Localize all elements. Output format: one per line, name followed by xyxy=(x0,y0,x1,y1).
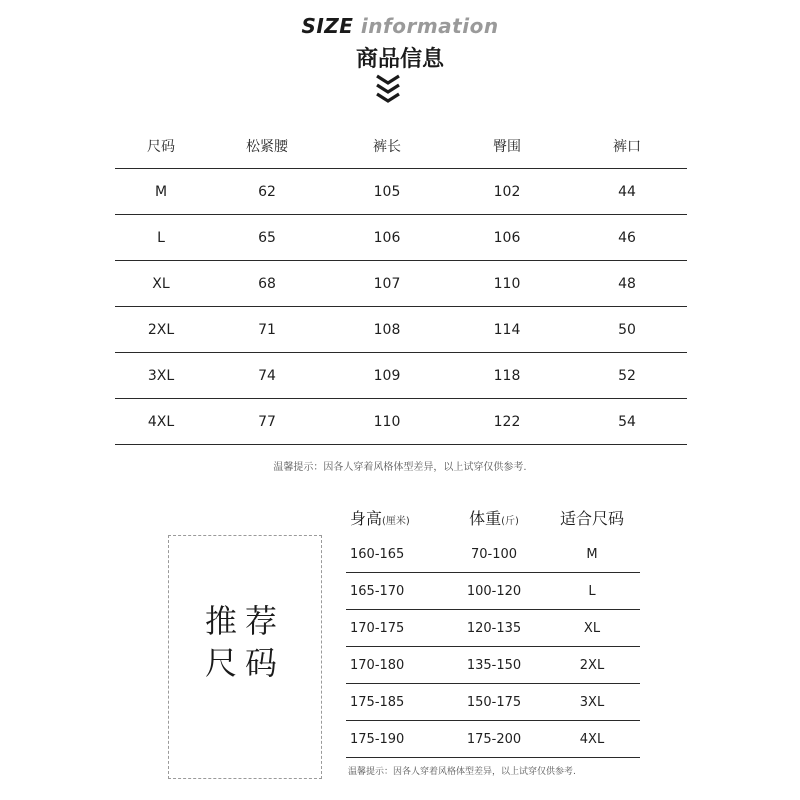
table-cell: M xyxy=(586,546,598,562)
column-header-weight: 体重(斤) xyxy=(469,508,519,528)
table-cell: 70-100 xyxy=(470,546,518,562)
table-cell: 65 xyxy=(258,229,276,246)
table-cell: 120-135 xyxy=(466,620,522,636)
table-cell: 170-180 xyxy=(350,657,405,673)
table-cell: 77 xyxy=(258,413,276,430)
size-information-title xyxy=(0,14,800,38)
table-cell: 118 xyxy=(493,367,521,384)
table-cell: 46 xyxy=(618,229,636,246)
table-cell: 44 xyxy=(618,183,636,200)
recommend-label-line2: 尺码 xyxy=(204,644,285,682)
table-cell: 100-120 xyxy=(466,583,522,599)
table-cell: 175-185 xyxy=(350,694,405,710)
table-row xyxy=(346,647,640,684)
table-cell: 110 xyxy=(493,275,521,292)
table-cell: 4XL xyxy=(579,731,605,747)
table-cell: 106 xyxy=(373,229,401,246)
table-cell: 3XL xyxy=(147,367,175,384)
product-info-title: 商品信息 xyxy=(355,47,444,72)
table-row xyxy=(115,399,687,445)
recommend-size-label xyxy=(168,600,322,684)
recommend-table-header xyxy=(346,498,640,536)
fit-note-bottom: 温馨提示：因各人穿着风格体型差异，以上试穿仅供参考. xyxy=(348,767,576,777)
table-cell: M xyxy=(154,183,168,200)
table-cell: 114 xyxy=(493,321,521,338)
table-row xyxy=(115,261,687,307)
table-cell: 102 xyxy=(493,183,521,200)
information-word: information xyxy=(360,14,499,38)
fit-note: 温馨提示：因各人穿着风格体型差异，以上试穿仅供参考. xyxy=(273,462,527,473)
table-cell: 109 xyxy=(373,367,401,384)
table-cell: 50 xyxy=(618,321,636,338)
table-row xyxy=(346,610,640,647)
table-cell: 110 xyxy=(373,413,401,430)
table-cell: 48 xyxy=(618,275,636,292)
table-cell: 107 xyxy=(373,275,401,292)
recommend-label-line1: 推荐 xyxy=(204,602,285,640)
size-table-header xyxy=(115,123,687,169)
table-cell: 62 xyxy=(258,183,276,200)
column-header-leg-opening: 裤口 xyxy=(613,138,641,155)
size-table xyxy=(115,123,687,445)
table-cell: L xyxy=(157,229,165,246)
column-header-waist: 松紧腰 xyxy=(246,138,288,155)
column-header-fit-size: 适合尺码 xyxy=(559,508,624,528)
table-cell: 2XL xyxy=(147,321,175,338)
column-header-hip: 臀围 xyxy=(493,138,521,155)
recommend-table xyxy=(346,498,640,758)
table-row xyxy=(346,684,640,721)
table-cell: L xyxy=(588,583,596,599)
table-cell: 2XL xyxy=(579,657,605,673)
table-cell: 160-165 xyxy=(350,546,405,562)
table-cell: 105 xyxy=(373,183,401,200)
table-row xyxy=(115,307,687,353)
table-cell: 108 xyxy=(373,321,401,338)
table-cell: 170-175 xyxy=(350,620,405,636)
table-row xyxy=(115,215,687,261)
table-row xyxy=(346,536,640,573)
table-cell: 122 xyxy=(493,413,521,430)
table-row xyxy=(115,353,687,399)
table-cell: XL xyxy=(583,620,601,636)
table-cell: 175-200 xyxy=(466,731,522,747)
table-row xyxy=(346,721,640,758)
table-row xyxy=(115,169,687,215)
table-cell: 74 xyxy=(258,367,276,384)
table-cell: 150-175 xyxy=(466,694,522,710)
column-header-height: 身高(厘米) xyxy=(350,508,410,528)
table-cell: XL xyxy=(152,275,170,292)
table-cell: 3XL xyxy=(579,694,605,710)
table-cell: 165-170 xyxy=(350,583,405,599)
triple-chevron-down-icon xyxy=(375,74,401,104)
table-cell: 71 xyxy=(258,321,276,338)
table-cell: 135-150 xyxy=(466,657,522,673)
table-cell: 4XL xyxy=(147,413,175,430)
table-cell: 52 xyxy=(618,367,636,384)
table-cell: 54 xyxy=(618,413,636,430)
table-cell: 106 xyxy=(493,229,521,246)
column-header-length: 裤长 xyxy=(373,138,401,155)
table-cell: 68 xyxy=(258,275,276,292)
size-word: SIZE xyxy=(301,14,354,38)
table-row xyxy=(346,573,640,610)
column-header-size: 尺码 xyxy=(147,138,175,155)
table-cell: 175-190 xyxy=(350,731,405,747)
